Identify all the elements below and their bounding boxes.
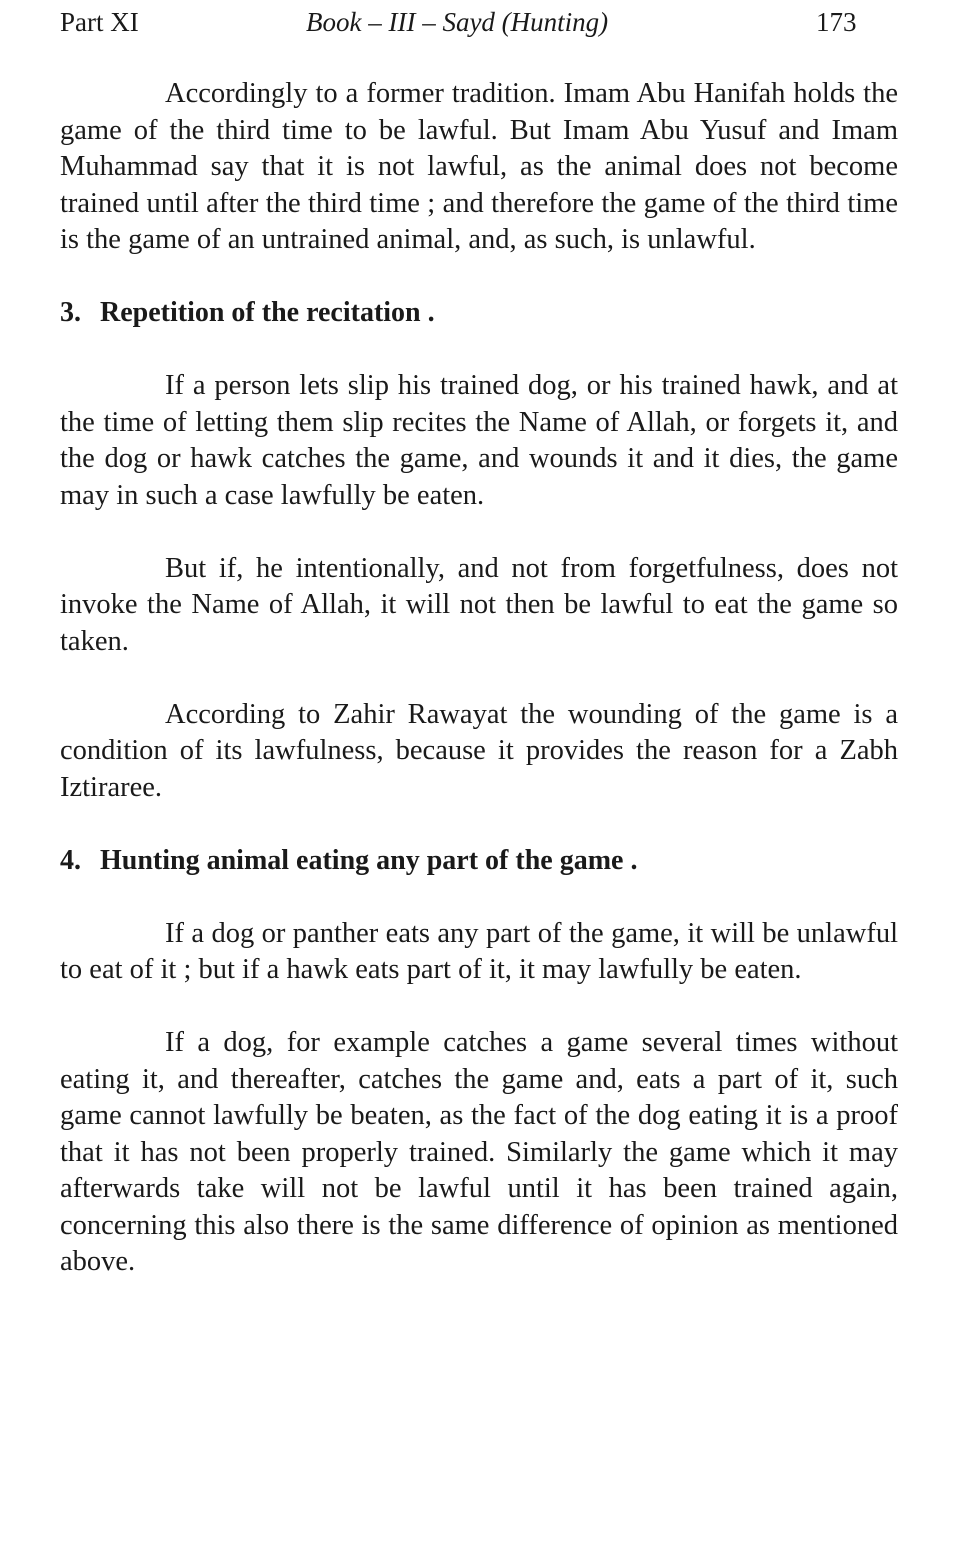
paragraph-former-tradition: Accordingly to a former tradition. Imam Abu Hanifah holds the game of the third time to be lawful. But Imam Abu Yusuf and Imam Muhammad say that it is not lawful, as the animal does not become trained until after the third time ; and therefore the game of the third time is the game of an untrained animal, and, as such, is unlawful. (60, 78, 898, 255)
paragraph-zahir-rawayat: According to Zahir Rawayat the wounding of the game is a condition of its lawfulness, because it provides the reason for a Zabh Iztiraree. (60, 698, 898, 803)
section-title: Hunting animal eating any part of the game . (100, 844, 638, 876)
paragraph-dog-or-panther: If a dog or panther eats any part of the game, it will be unlawful to eat of it ; but if a hawk eats part of it, it may lawfully be eaten. (60, 917, 898, 985)
section-number: 3. (60, 297, 81, 328)
paragraph-intentionally: But if, he intentionally, and not from forgetfulness, does not invoke the Name of Allah, it will not then be lawful to eat the game so taken. (60, 552, 898, 657)
book-title: Book – III – Sayd (Hunting) (306, 7, 609, 37)
part-label: Part XI (60, 7, 139, 37)
body-text (60, 76, 898, 1281)
paragraph-dog-example: If a dog, for example catches a game several times without eating it, and thereafter, catches the game and, eats a part of it, such game cannot lawfully be beaten, as the fact of the dog eating it is a proof that it has not been properly trained. Similarly the game which it may afterwards take will not be lawful until it has been trained again, concerning this also there is the same difference of opinion as mentioned above. (60, 1027, 898, 1277)
book-page (60, 0, 898, 1317)
page-number: 173 (816, 7, 857, 37)
section-title: Repetition of the recitation . (100, 297, 435, 328)
section-heading-eating-part (60, 843, 898, 880)
section-heading-repetition (60, 295, 898, 332)
section-number: 4. (60, 844, 81, 876)
paragraph-lets-slip: If a person lets slip his trained dog, or his trained hawk, and at the time of letting them slip recites the Name of Allah, or forgets it, and the dog or hawk catches the game, and wounds it and it dies, the game may in such a case lawfully be eaten. (60, 370, 898, 511)
running-header (60, 0, 898, 44)
